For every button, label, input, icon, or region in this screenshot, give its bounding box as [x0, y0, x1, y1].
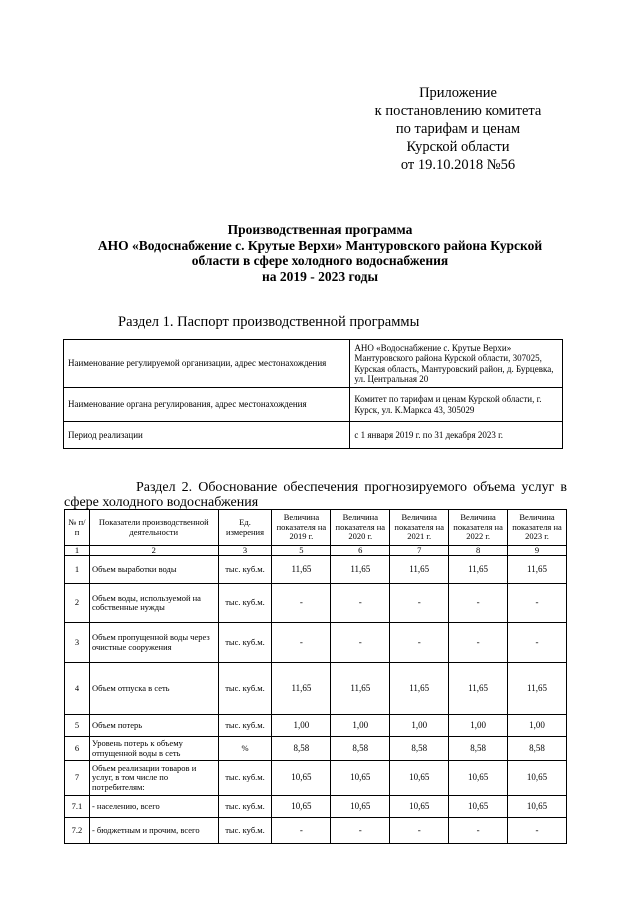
passport-row	[64, 388, 563, 422]
header-indicator: Показатели производственной деятельности	[89, 510, 218, 546]
col-index: 8	[449, 546, 508, 556]
header-2019: Величина показателя на 2019 г.	[272, 510, 331, 546]
row-value: 10,65	[508, 761, 567, 796]
passport-value: Комитет по тарифам и ценам Курской области, г. Курск, ул. К.Маркса 43, 305029	[350, 388, 563, 422]
row-value: 8,58	[508, 737, 567, 761]
row-value: -	[390, 818, 449, 844]
passport-label: Наименование органа регулирования, адрес местонахождения	[64, 388, 350, 422]
row-value: -	[390, 584, 449, 623]
annex-line-3: по тарифам и ценам	[395, 121, 521, 137]
row-num: 2	[65, 584, 90, 623]
row-unit: тыс. куб.м.	[218, 796, 272, 818]
row-indicator: - населению, всего	[89, 796, 218, 818]
row-value: -	[508, 623, 567, 663]
passport-row	[64, 340, 563, 388]
row-num: 7.2	[65, 818, 90, 844]
col-index: 6	[331, 546, 390, 556]
document-title	[70, 222, 570, 284]
row-unit: тыс. куб.м.	[218, 818, 272, 844]
row-num: 7	[65, 761, 90, 796]
annex-line-2: к постановлению комитета	[374, 103, 542, 119]
row-indicator: Объем пропущенной воды через очистные сооружения	[89, 623, 218, 663]
heading-word: обеспечения	[283, 480, 359, 495]
row-value: 1,00	[272, 715, 331, 737]
row-value: -	[331, 623, 390, 663]
section2-heading	[64, 480, 567, 510]
row-unit: тыс. куб.м.	[218, 663, 272, 715]
row-value: -	[449, 584, 508, 623]
row-unit: %	[218, 737, 272, 761]
header-2020: Величина показателя на 2020 г.	[331, 510, 390, 546]
row-value: 11,65	[390, 663, 449, 715]
row-value: 11,65	[390, 556, 449, 584]
row-num: 1	[65, 556, 90, 584]
row-num: 5	[65, 715, 90, 737]
table-row	[65, 796, 567, 818]
row-num: 3	[65, 623, 90, 663]
row-value: -	[272, 584, 331, 623]
heading-word: в	[560, 480, 567, 495]
header-unit: Ед. измерения	[218, 510, 272, 546]
col-index: 9	[508, 546, 567, 556]
col-index: 7	[390, 546, 449, 556]
title-line-2: АНО «Водоснабжение с. Крутые Верхи» Мантуровского района Курской	[97, 237, 543, 253]
row-value: 11,65	[331, 556, 390, 584]
row-value: 10,65	[331, 796, 390, 818]
row-value: 8,58	[331, 737, 390, 761]
header-2022: Величина показателя на 2022 г.	[449, 510, 508, 546]
row-value: -	[508, 584, 567, 623]
table-row	[65, 737, 567, 761]
title-line-4: на 2019 - 2023 годы	[261, 268, 379, 284]
section1-heading: Раздел 1. Паспорт производственной программы	[118, 314, 420, 330]
row-value: 10,65	[331, 761, 390, 796]
row-value: 8,58	[449, 737, 508, 761]
row-indicator: Объем отпуска в сеть	[89, 663, 218, 715]
row-indicator: Объем потерь	[89, 715, 218, 737]
heading-word: объема	[473, 480, 516, 495]
row-value: -	[331, 584, 390, 623]
passport-table	[63, 339, 563, 449]
row-unit: тыс. куб.м.	[218, 761, 272, 796]
passport-row	[64, 422, 563, 449]
passport-label: Период реализации	[64, 422, 350, 449]
heading-word: прогнозируемого	[364, 480, 468, 495]
header-2023: Величина показателя на 2023 г.	[508, 510, 567, 546]
annex-line-5: от 19.10.2018 №56	[400, 157, 516, 173]
annex-block	[358, 84, 558, 174]
heading-continuation: сфере холодного водоснабжения	[64, 495, 259, 510]
row-value: 1,00	[390, 715, 449, 737]
row-value: -	[272, 818, 331, 844]
title-line-3: области в сфере холодного водоснабжения	[191, 253, 449, 268]
row-value: 1,00	[449, 715, 508, 737]
row-value: 11,65	[449, 556, 508, 584]
heading-word: Обоснование	[198, 480, 278, 495]
indicators-table	[64, 509, 567, 844]
annex-line-1: Приложение	[419, 85, 497, 101]
row-value: 1,00	[331, 715, 390, 737]
row-value: 11,65	[508, 663, 567, 715]
col-index: 2	[89, 546, 218, 556]
row-indicator: - бюджетным и прочим, всего	[89, 818, 218, 844]
row-unit: тыс. куб.м.	[218, 623, 272, 663]
row-num: 7.1	[65, 796, 90, 818]
row-value: 11,65	[272, 556, 331, 584]
row-value: 11,65	[331, 663, 390, 715]
row-value: 11,65	[508, 556, 567, 584]
row-value: 10,65	[272, 761, 331, 796]
column-index-row	[65, 546, 567, 556]
table-header-row	[65, 510, 567, 546]
row-num: 4	[65, 663, 90, 715]
row-value: -	[508, 818, 567, 844]
passport-value: с 1 января 2019 г. по 31 декабря 2023 г.	[350, 422, 563, 449]
col-index: 3	[218, 546, 272, 556]
table-row	[65, 584, 567, 623]
col-index: 5	[272, 546, 331, 556]
row-indicator: Объем реализации товаров и услуг, в том числе по потребителям:	[89, 761, 218, 796]
table-row	[65, 663, 567, 715]
row-value: 8,58	[390, 737, 449, 761]
row-value: 8,58	[272, 737, 331, 761]
row-value: 10,65	[449, 796, 508, 818]
row-value: -	[449, 623, 508, 663]
header-2021: Величина показателя на 2021 г.	[390, 510, 449, 546]
heading-word: Раздел	[136, 480, 176, 495]
row-value: -	[331, 818, 390, 844]
heading-word: 2.	[181, 480, 193, 495]
header-num: № п/п	[65, 510, 90, 546]
row-value: 10,65	[508, 796, 567, 818]
row-value: 10,65	[390, 761, 449, 796]
row-indicator: Уровень потерь к объему отпущенной воды в сеть	[89, 737, 218, 761]
row-value: 11,65	[272, 663, 331, 715]
table-row	[65, 715, 567, 737]
row-value: 10,65	[390, 796, 449, 818]
annex-line-4: Курской области	[406, 139, 510, 155]
table-row	[65, 623, 567, 663]
title-line-1: Производственная программа	[227, 222, 413, 237]
row-unit: тыс. куб.м.	[218, 556, 272, 584]
row-num: 6	[65, 737, 90, 761]
col-index: 1	[65, 546, 90, 556]
passport-value: АНО «Водоснабжение с. Крутые Верхи» Мантуровского района Курской области, 307025, Курская область, Мантуровский район, д. Бурцевка, ул. Центральная 20	[350, 340, 563, 388]
row-unit: тыс. куб.м.	[218, 584, 272, 623]
row-value: 1,00	[508, 715, 567, 737]
row-unit: тыс. куб.м.	[218, 715, 272, 737]
row-value: -	[449, 818, 508, 844]
row-value: -	[272, 623, 331, 663]
row-value: 10,65	[449, 761, 508, 796]
heading-word: услуг	[521, 480, 555, 495]
row-value: -	[390, 623, 449, 663]
row-indicator: Объем воды, используемой на собственные нужды	[89, 584, 218, 623]
table-row	[65, 818, 567, 844]
row-value: 10,65	[272, 796, 331, 818]
passport-label: Наименование регулируемой организации, адрес местонахождения	[64, 340, 350, 388]
row-value: 11,65	[449, 663, 508, 715]
table-row	[65, 761, 567, 796]
row-indicator: Объем выработки воды	[89, 556, 218, 584]
table-row	[65, 556, 567, 584]
